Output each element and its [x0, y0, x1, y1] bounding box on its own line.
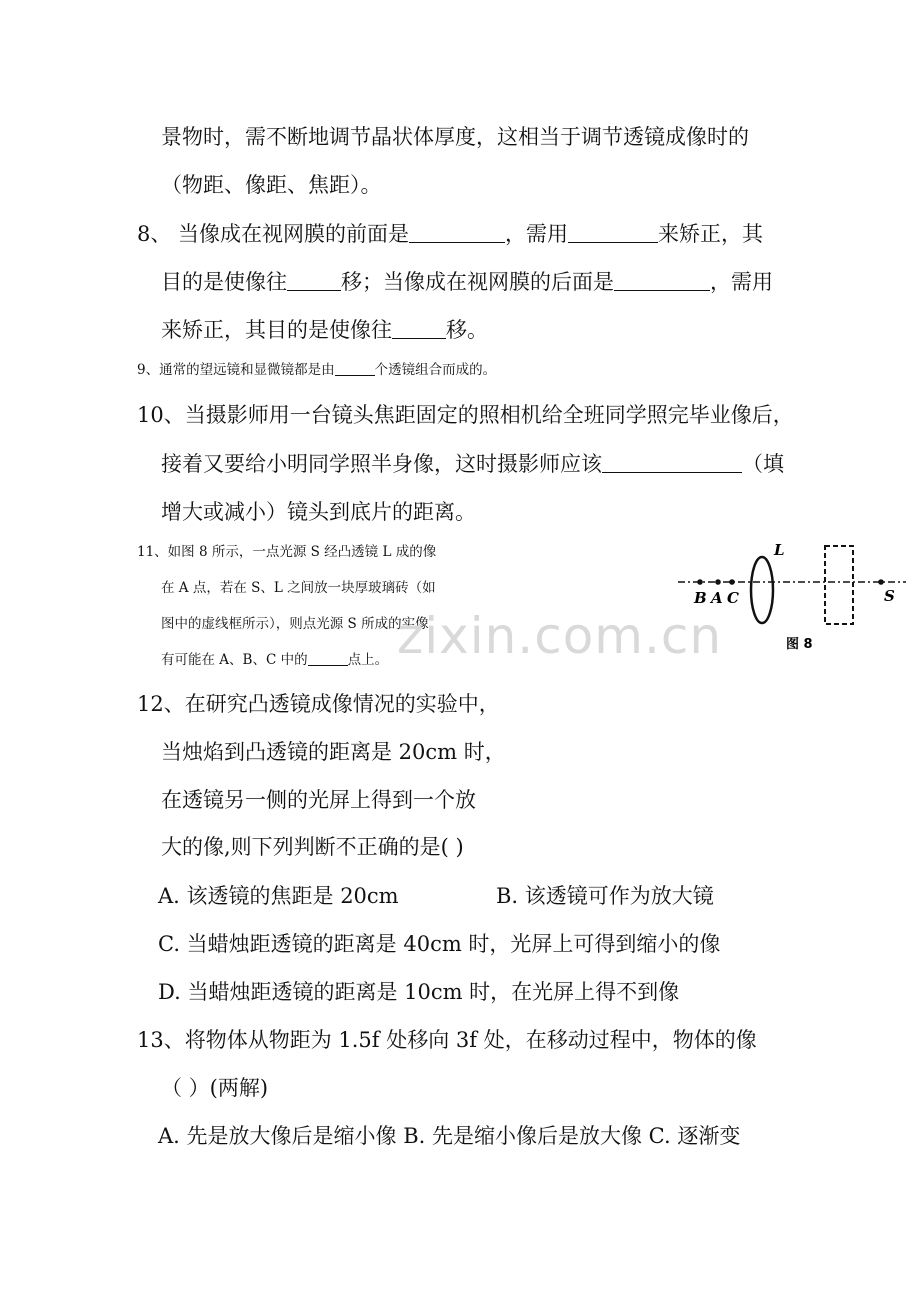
question-8 [137, 220, 763, 248]
question-13: 13、将物体从物距为 1.5f 处移向 3f 处，在移动过程中，物体的像 [137, 1028, 757, 1052]
question-10-cont [161, 450, 784, 478]
answer-blank [392, 318, 446, 339]
point-C [729, 579, 735, 585]
point-S [878, 579, 884, 585]
question-text: ，需用 [505, 222, 569, 246]
answer-blank [287, 270, 341, 291]
label-L: L [774, 541, 785, 559]
question-11-cont: 图中的虚线框所示），则点光源 S 所成的实像 [161, 616, 429, 632]
question-13-cont: （ ）(两解) [161, 1076, 269, 1100]
option-c: C. 当蜡烛距透镜的距离是 40cm 时，光屏上可得到缩小的像 [158, 932, 721, 956]
option-b: B. 该透镜可作为放大镜 [496, 884, 714, 908]
question-13-options: A. 先是放大像后是缩小像 B. 先是缩小像后是放大像 C. 逐渐变 [158, 1124, 741, 1148]
question-text: 移；当像成在视网膜的后面是 [341, 270, 614, 294]
question-text: 有可能在 A、B、C 中的 [161, 652, 308, 668]
question-12-cont: 当烛焰到凸透镜的距离是 20cm 时， [161, 740, 506, 764]
answer-blank [602, 452, 742, 473]
question-8-cont [161, 316, 488, 344]
label-B: B [694, 589, 707, 607]
question-11-cont [161, 650, 388, 670]
option-d: D. 当蜡烛距透镜的距离是 10cm 时，在光屏上得不到像 [158, 980, 680, 1004]
answer-blank [335, 361, 375, 376]
question-8-cont [161, 268, 773, 296]
question-10: 10、当摄影师用一台镜头焦距固定的照相机给全班同学照完毕业像后， [137, 403, 794, 427]
text-line: 景物时，需不断地调节晶状体厚度，这相当于调节透镜成像时的 [161, 125, 749, 149]
question-9 [137, 360, 496, 380]
question-12: 12、在研究凸透镜成像情况的实验中， [137, 692, 500, 716]
question-12-cont: 大的像,则下列判断不正确的是( ) [161, 835, 464, 859]
answer-blank [568, 222, 658, 243]
figure-caption: 图 8 [786, 637, 813, 652]
answer-blank [409, 222, 505, 243]
glass-block [825, 546, 853, 624]
question-text: 点上。 [347, 652, 389, 668]
label-C: C [727, 589, 739, 607]
question-text: 移。 [446, 318, 488, 342]
question-text: 来矫正，其 [658, 222, 764, 246]
label-A: A [711, 589, 723, 607]
question-10-cont: 增大或减小）镜头到底片的距离。 [161, 500, 476, 524]
question-12-cont: 在透镜另一侧的光屏上得到一个放 [161, 788, 476, 812]
question-text: 9、通常的望远镜和显微镜都是由 [137, 362, 335, 378]
option-a: A. 该透镜的焦距是 20cm [158, 884, 399, 908]
watermark: zixin.com.cn [397, 607, 723, 665]
text-line: （物距、像距、焦距）。 [161, 173, 382, 197]
answer-blank [614, 270, 710, 291]
convex-lens [751, 557, 773, 623]
answer-blank [308, 651, 348, 666]
question-text: （填 [742, 452, 784, 476]
point-B [697, 579, 703, 585]
point-A [715, 579, 721, 585]
question-11-cont: 在 A 点，若在 S、L 之间放一块厚玻璃砖（如 [161, 580, 436, 596]
question-text: 来矫正，其目的是使像往 [161, 318, 392, 342]
question-text: 接着又要给小明同学照半身像，这时摄影师应该 [161, 452, 602, 476]
question-11: 11、如图 8 所示，一点光源 S 经凸透镜 L 成的像 [137, 544, 437, 560]
label-S: S [884, 587, 895, 605]
question-text: ，需用 [710, 270, 773, 294]
question-text: 目的是使像往 [161, 270, 287, 294]
question-text: 个透镜组合而成的。 [374, 362, 497, 378]
question-text: 8、 当像成在视网膜的前面是 [137, 222, 410, 246]
